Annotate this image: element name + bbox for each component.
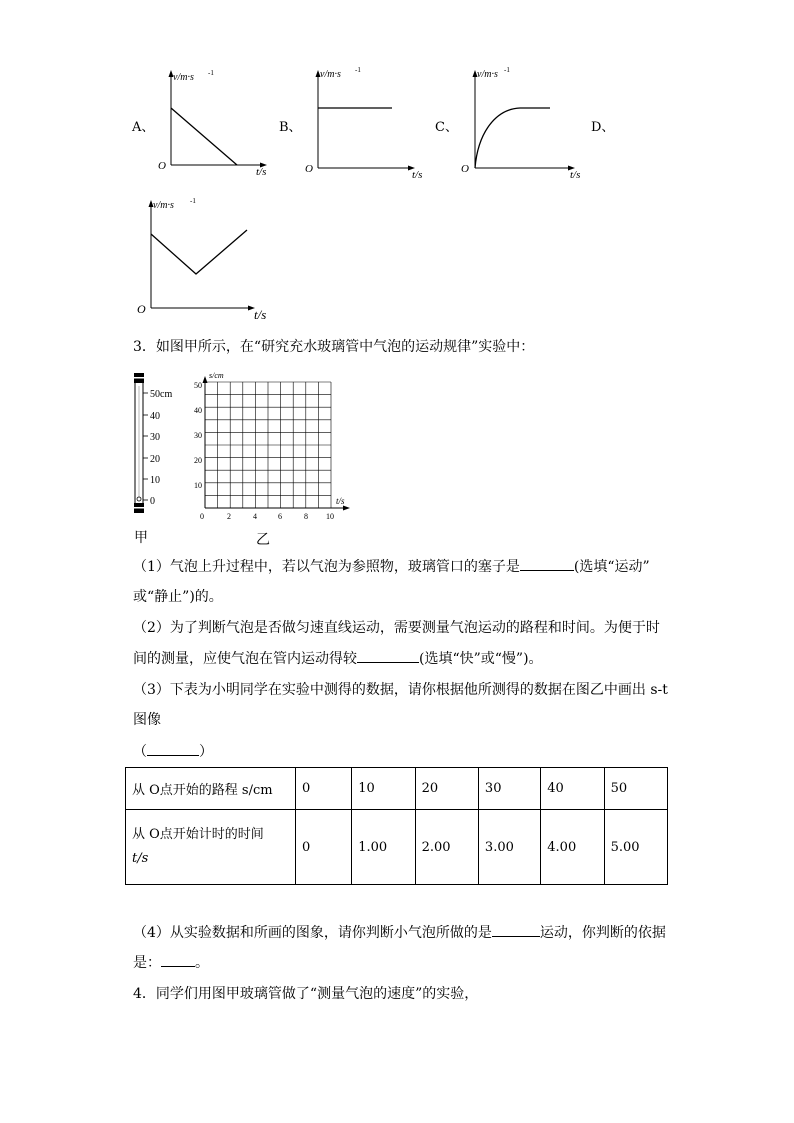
grid-y-tick-50: 50 (194, 381, 202, 390)
q3-part2-text-b: 间的测量，应使气泡在管内运动得较 (133, 651, 357, 667)
tube-label-20: 20 (150, 454, 160, 465)
q3-part4-line2 (133, 952, 209, 973)
option-b-label: B、 (279, 120, 302, 135)
graph-c (458, 62, 598, 186)
table-cell: 1.00 (352, 810, 415, 885)
grid-x-tick-4: 4 (253, 512, 257, 521)
graph-d (132, 192, 282, 324)
q3-part3-open-paren: （ (133, 744, 147, 760)
data-table (125, 767, 668, 885)
q3-part3-line2: 图像 (133, 712, 161, 728)
graph-b-v-exp: -1 (355, 66, 361, 74)
graph-d-origin: O (137, 302, 146, 316)
table-cell: 3.00 (478, 810, 540, 885)
q3-title: 3．如图甲所示，在“研究充水玻璃管中气泡的运动规律”实验中： (133, 339, 535, 355)
tube-label-50: 50cm (150, 389, 173, 400)
q3-part4-text-d: 。 (195, 955, 209, 971)
q3-part4-blank-2[interactable] (161, 952, 195, 967)
grid-y-arrow (203, 376, 208, 383)
table-cell: 10 (352, 768, 415, 810)
graph-c-origin: O (461, 163, 469, 175)
table-row-distance (126, 768, 668, 810)
grid-x-tick-10: 10 (326, 512, 334, 521)
graph-b-v-label: v/m·s (320, 69, 341, 80)
q3-part3-line1: （3）下表为小明同学在实验中测得的数据，请你根据他所测得的数据在图乙中画出 s-t (133, 682, 668, 698)
graph-a-v-label: v/m·s (173, 72, 194, 83)
graph-c-v-label: v/m·s (477, 69, 498, 80)
grid-x-tick-0: 0 (200, 512, 204, 521)
table-row-distance-header: 从 O点开始的路程 s/cm (126, 768, 296, 810)
graph-a-t-label: t/s (256, 166, 267, 178)
q3-part4-text-c: 是： (133, 955, 161, 971)
q3-part4-text-b: 运动，你判断的依据 (539, 925, 666, 941)
figure-jia-label: 甲 (134, 530, 148, 546)
graph-a-v-exp: -1 (208, 69, 214, 77)
figure-jia-tube (128, 372, 188, 518)
option-a-label: A、 (132, 120, 155, 135)
q3-part1-text-b: (选填“运动” (573, 559, 650, 575)
grid-y-tick-30: 30 (194, 431, 202, 440)
option-c-label: C、 (435, 120, 458, 135)
grid-y-axis-label: s/cm (209, 371, 224, 380)
q3-part2-line2 (133, 648, 543, 669)
grid-lines (205, 382, 331, 508)
graph-c-t-label: t/s (570, 169, 581, 181)
table-cell: 4.00 (541, 810, 604, 885)
grid-y-tick-20: 20 (194, 456, 202, 465)
table-cell: 50 (604, 768, 667, 810)
grid-x-tick-6: 6 (278, 512, 282, 521)
grid-y-tick-10: 10 (194, 481, 202, 490)
q3-part4-text-a: （4）从实验数据和所画的图象，请你判断小气泡所做的是 (133, 925, 492, 941)
option-d-label: D、 (591, 120, 615, 135)
q3-part1-blank[interactable] (520, 556, 574, 571)
tube-label-10: 10 (150, 475, 160, 486)
graph-c-v-exp: -1 (504, 66, 510, 74)
graph-d-t-label: t/s (254, 307, 267, 322)
table-row-time-header-b: t/s (132, 851, 149, 866)
graph-b-origin: O (305, 163, 313, 175)
grid-x-axis-label: t/s (336, 496, 345, 506)
figure-yi-grid (190, 366, 360, 528)
table-cell: 0 (295, 810, 351, 885)
q3-part3-answer (133, 741, 213, 762)
table-cell: 0 (295, 768, 351, 810)
tube-label-30: 30 (150, 432, 160, 443)
table-cell: 20 (415, 768, 478, 810)
q3-part1-line1 (133, 556, 650, 577)
tube-label-0: 0 (150, 496, 155, 507)
q3-part4-line1 (133, 922, 666, 943)
figure-yi-label: 乙 (256, 532, 270, 548)
table-row-time-header-a: 从 O点开始计时的时间 (132, 827, 264, 842)
grid-y-tick-40: 40 (194, 406, 202, 415)
graph-a (150, 64, 280, 184)
tube-label-40: 40 (150, 411, 160, 422)
table-cell: 2.00 (415, 810, 478, 885)
table-row-time-header (126, 810, 296, 885)
tube-bubble (137, 497, 141, 501)
q3-part2-blank[interactable] (357, 648, 419, 663)
grid-x-tick-8: 8 (304, 512, 308, 521)
graph-b-t-label: t/s (412, 169, 423, 181)
tube-bottom-stopper-stripe (134, 507, 144, 509)
graph-d-v-label: v/m·s (153, 200, 174, 211)
graph-c-curve (475, 108, 550, 168)
table-row-time (126, 810, 668, 885)
grid-x-arrow (343, 506, 350, 511)
q3-part2-line1: （2）为了判断气泡是否做匀速直线运动，需要测量气泡运动的路程和时间。为便于时 (133, 620, 660, 636)
q3-part3-close-paren: ） (199, 744, 213, 760)
q3-part3-blank[interactable] (147, 741, 199, 756)
table-cell: 40 (541, 768, 604, 810)
graph-b (300, 62, 440, 186)
graph-d-v-exp: -1 (190, 197, 196, 205)
graph-a-origin: O (158, 160, 166, 172)
q4-title: 4．同学们用图甲玻璃管做了“测量气泡的速度”的实验， (133, 986, 479, 1002)
tube-top-stopper-stripe (134, 377, 144, 379)
q3-part2-text-c: (选填“快”或“慢”)。 (419, 651, 543, 667)
table-cell: 5.00 (604, 810, 667, 885)
grid-x-tick-2: 2 (227, 512, 231, 521)
graph-a-curve (171, 108, 237, 165)
table-cell: 30 (478, 768, 540, 810)
q3-part1-text-a: （1）气泡上升过程中，若以气泡为参照物，玻璃管口的塞子是 (133, 559, 520, 575)
q3-part4-blank-1[interactable] (492, 922, 540, 937)
graph-d-curve (151, 230, 247, 274)
q3-part1-line2: 或“静止”)的。 (133, 589, 223, 605)
